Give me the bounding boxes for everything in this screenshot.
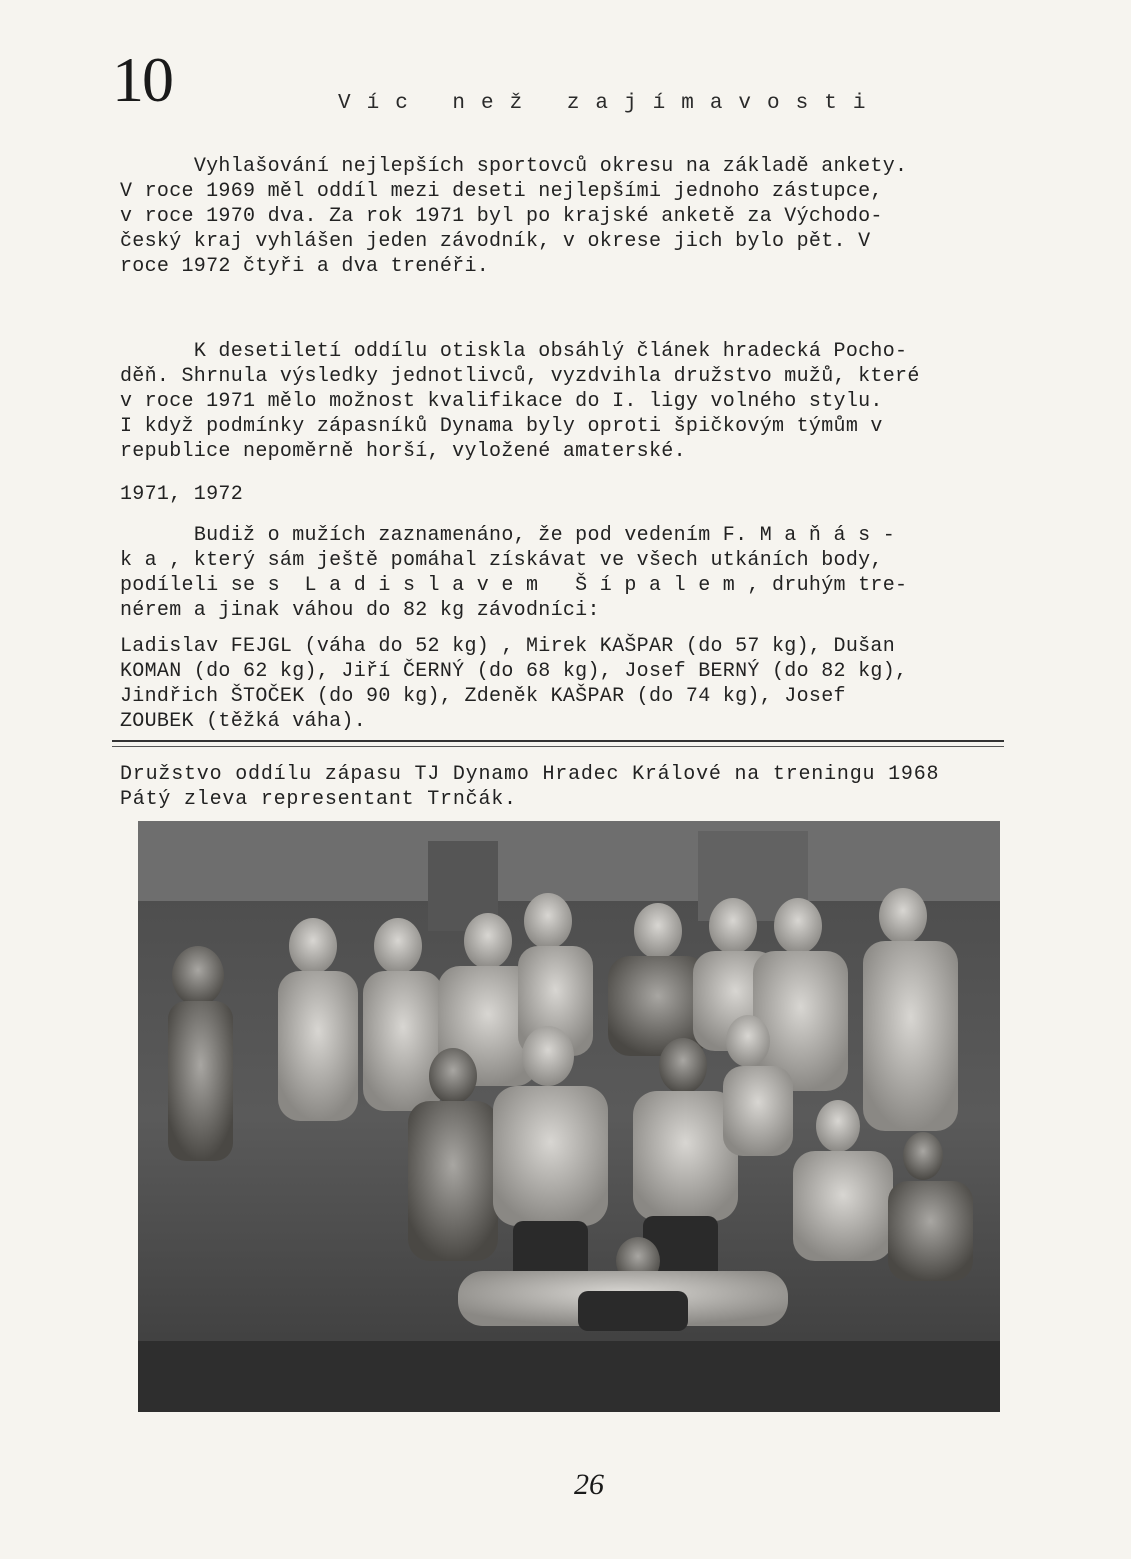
years-heading: 1971, 1972 bbox=[120, 483, 244, 506]
chapter-number: 10 bbox=[112, 44, 172, 115]
team-photo bbox=[138, 821, 1000, 1412]
running-title: Víc než zajímavosti bbox=[338, 92, 882, 115]
photo-caption: Družstvo oddílu zápasu TJ Dynamo Hradec Králové na treningu 1968 Pátý zleva representant Trnčák. bbox=[120, 763, 940, 811]
paragraph-anniversary-article: K desetiletí oddílu otiskla obsáhlý článek hradecká Pocho- děň. Shrnula výsledky jednotlivců, vyzdvihla družstvo mužů, které v roce 1971 mělo možnost kvalifikace do I. ligy volného stylu. I když podmínky zápasníků Dynama byly oproti špičkovým týmům v republice nepoměrně horší, vyložené amaterské. bbox=[120, 340, 920, 463]
roster-list: Ladislav FEJGL (váha do 52 kg) , Mirek KAŠPAR (do 57 kg), Dušan KOMAN (do 62 kg), Jiří ČERNÝ (do 68 kg), Josef BERNÝ (do 82 kg), Jindřich ŠTOČEK (do 90 kg), Zdeněk KAŠPAR (do 74 kg), Josef ZOUBEK (těžká váha). bbox=[120, 635, 908, 733]
paragraph-athlete-awards: Vyhlašování nejlepších sportovců okresu na základě ankety. V roce 1969 měl oddíl mezi deseti nejlepšími jednoho zástupce, v roce 1970 dva. Za rok 1971 byl po krajské anketě za Východo- český kraj vyhlášen jeden závodník, v okrese jich bylo pět. V roce 1972 čtyři a dva trenéři. bbox=[120, 155, 908, 278]
divider-line bbox=[112, 740, 1004, 742]
paragraph-coaches: Budiž o mužích zaznamenáno, že pod vedením F. M a ň á s - k a , který sám ještě pomáhal získávat ve všech utkáních body, podíleli se s L a d i s l a v e m Š í p a l e m , druhým tre- nérem a jinak váhou do 82 kg závodníci: bbox=[120, 524, 908, 622]
divider-line-thin bbox=[112, 746, 1004, 747]
page-number: 26 bbox=[574, 1468, 604, 1501]
